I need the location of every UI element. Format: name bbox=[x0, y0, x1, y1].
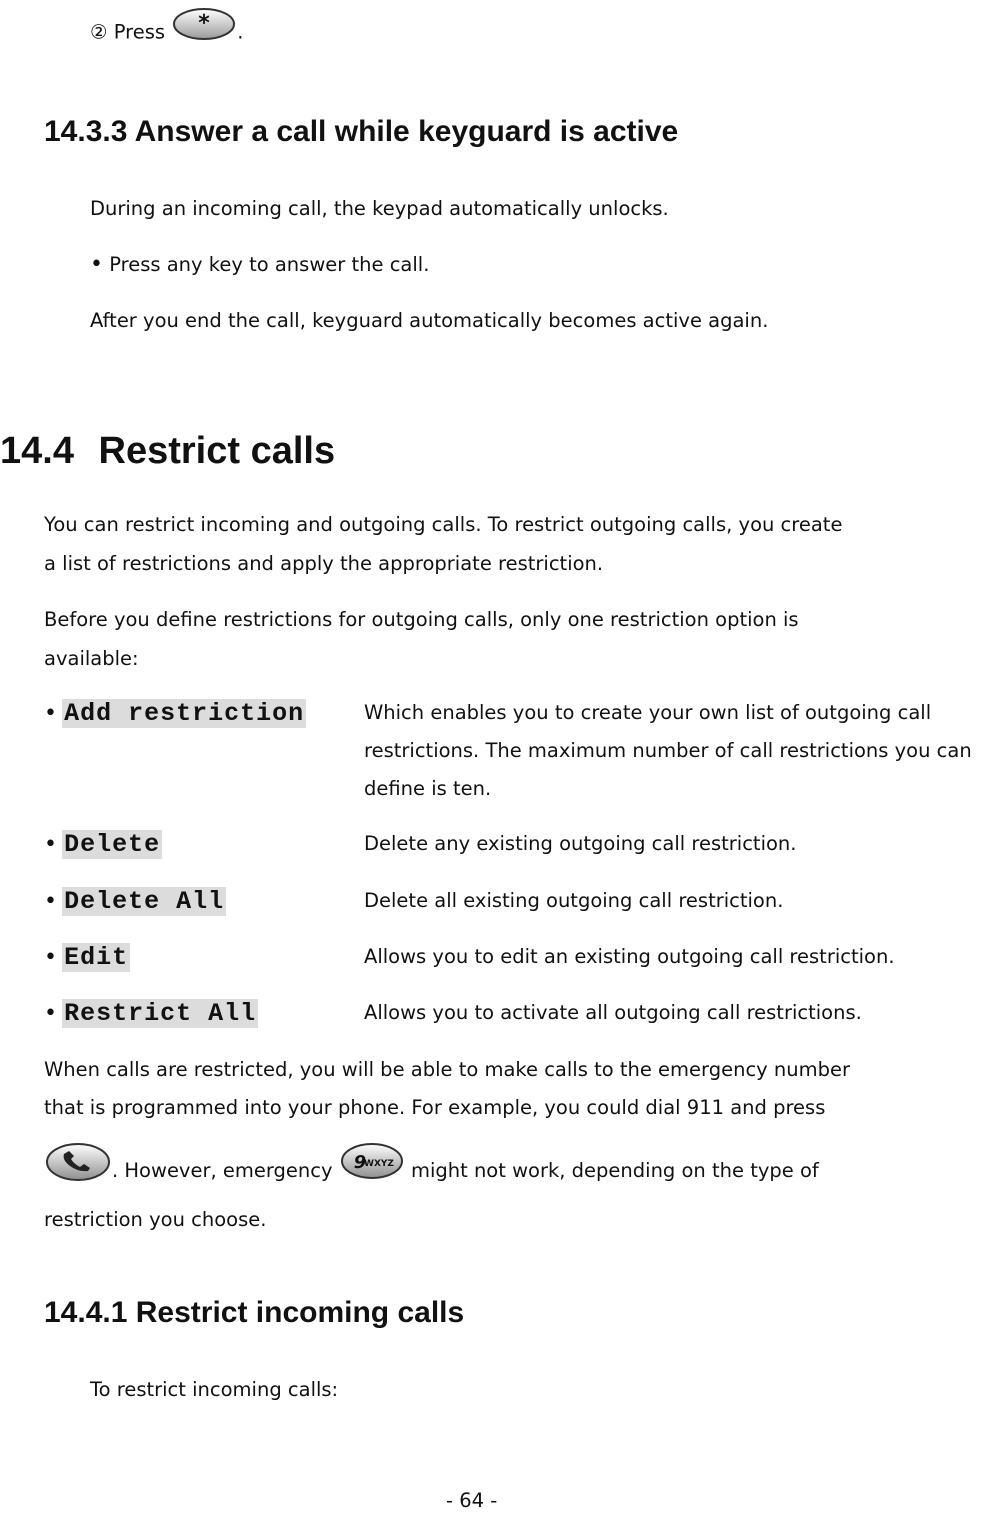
option-edit bbox=[44, 943, 130, 972]
option-description: Delete any existing outgoing call restriction. bbox=[364, 832, 797, 855]
bullet-icon: • bbox=[44, 1001, 57, 1026]
step-marker: ② bbox=[90, 20, 108, 44]
keypad-unlock-text: During an incoming call, the keypad automatically unlocks. bbox=[90, 197, 669, 220]
step-2-line bbox=[90, 12, 243, 54]
answer-bullet-item bbox=[90, 253, 429, 277]
send-key-icon bbox=[44, 1140, 112, 1203]
bullet-icon: • bbox=[44, 832, 57, 857]
before-define-line2: available: bbox=[44, 647, 139, 670]
nine-key-icon bbox=[339, 1141, 405, 1202]
option-description: Delete all existing outgoing call restriction. bbox=[364, 889, 784, 912]
step-press-text: Press bbox=[113, 20, 166, 44]
star-key-icon bbox=[171, 6, 237, 48]
step-period: . bbox=[237, 20, 244, 44]
restrict-intro-line1: You can restrict incoming and outgoing calls. To restrict outgoing calls, you create bbox=[44, 513, 843, 536]
answer-bullet-text: Press any key to answer the call. bbox=[109, 253, 430, 276]
bullet-icon: • bbox=[90, 252, 103, 277]
emergency-however-text: . However, emergency bbox=[112, 1159, 333, 1182]
emergency-might-not-work-text: might not work, depending on the type of bbox=[410, 1159, 819, 1182]
heading-14-4-title: Restrict calls bbox=[98, 430, 336, 472]
restrict-incoming-text: To restrict incoming calls: bbox=[90, 1378, 339, 1401]
option-description: Allows you to activate all outgoing call restrictions. bbox=[364, 1001, 862, 1024]
option-label: Restrict All bbox=[64, 999, 257, 1028]
emergency-line3 bbox=[44, 1140, 819, 1190]
option-description: Allows you to edit an existing outgoing call restriction. bbox=[364, 945, 895, 968]
option-label: Add restriction bbox=[64, 699, 305, 728]
option-label: Delete bbox=[64, 830, 161, 859]
bullet-icon: • bbox=[44, 889, 57, 914]
option-delete-all bbox=[44, 887, 226, 916]
restrict-intro-line2: a list of restrictions and apply the appropriate restriction. bbox=[44, 552, 604, 575]
option-delete bbox=[44, 830, 162, 859]
bullet-icon: • bbox=[44, 945, 57, 970]
svg-text:9: 9 bbox=[353, 1152, 367, 1173]
option-description: Which enables you to create your own list of outgoing call restrictions. The maximum number of call restrictions you can define is ten. bbox=[364, 701, 972, 800]
emergency-line2: that is programmed into your phone. For example, you could dial 911 and press bbox=[44, 1096, 826, 1119]
option-restrict-all bbox=[44, 999, 258, 1028]
emergency-line4: restriction you choose. bbox=[44, 1208, 267, 1231]
option-label: Delete All bbox=[64, 887, 225, 916]
heading-14-4-1: 14.4.1 Restrict incoming calls bbox=[44, 1296, 465, 1329]
svg-text:*: * bbox=[198, 11, 210, 36]
keyguard-reactivate-text: After you end the call, keyguard automatically becomes active again. bbox=[90, 309, 769, 332]
heading-14-4 bbox=[0, 430, 335, 473]
page-number: - 64 - bbox=[446, 1489, 498, 1512]
heading-14-4-number: 14.4 bbox=[0, 430, 74, 472]
bullet-icon: • bbox=[44, 701, 57, 726]
option-add-restriction bbox=[44, 699, 306, 728]
svg-text:WXYZ: WXYZ bbox=[363, 1159, 394, 1169]
before-define-line1: Before you define restrictions for outgoing calls, only one restriction option is bbox=[44, 608, 799, 631]
emergency-line1: When calls are restricted, you will be able to make calls to the emergency number bbox=[44, 1058, 851, 1081]
option-label: Edit bbox=[64, 943, 129, 972]
heading-14-3-3: 14.3.3 Answer a call while keyguard is active bbox=[44, 115, 679, 148]
